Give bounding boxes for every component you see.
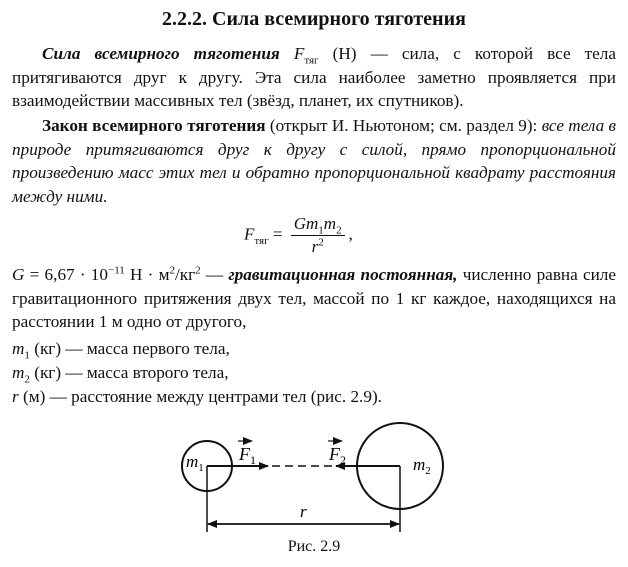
def-m1-symbol: m <box>12 339 25 358</box>
constant-dash: — <box>200 265 229 284</box>
def-m2-symbol: m <box>12 363 25 382</box>
denominator-power: 2 <box>318 236 324 249</box>
denominator-r: r <box>311 237 319 256</box>
law-reference: (открыт И. Ньютоном; см. раздел 9): <box>265 116 542 135</box>
constant-units-pow2: 2 <box>195 264 201 277</box>
numerator-m: m <box>323 214 337 233</box>
def-m1-sub: 1 <box>24 349 30 362</box>
figure-caption: Рис. 2.9 <box>287 538 341 555</box>
constant-units: Н · м <box>124 265 170 284</box>
force-subscript: тяг <box>304 54 319 67</box>
label-f2: $F_2$ <box>329 444 346 467</box>
constant-description: численно равна силе гравитационного притяжения двух тел, массой по 1 кг каждое, находящихся на расстоянии 1 м одно от другого, <box>12 265 617 331</box>
def-m2-sub: 2 <box>24 373 30 386</box>
section-title: 2.2.2. Сила всемирного тяготения <box>162 8 466 30</box>
label-r: r <box>300 502 307 521</box>
constant-exponent: −11 <box>108 264 125 277</box>
law-title: Закон всемирного тяготения <box>42 116 266 135</box>
def-r-text: (м) — расстояние между центрами тел (рис. 2.9). <box>18 387 382 406</box>
numerator-sub2: 2 <box>336 224 342 237</box>
constant-symbol: G <box>12 265 25 284</box>
force-unit: (Н) <box>332 44 357 63</box>
label-f1: $F_1$ <box>239 444 256 467</box>
numerator-gm: Gm <box>293 214 319 233</box>
formula-tail: , <box>348 224 353 244</box>
definition-text: — сила, с которой все тела притягиваются друг к другу. Эта сила наиболее заметно проявляется при взаимодействии массивных тел (звёзд, планет, их спутников). <box>12 44 617 110</box>
def-m1-text: (кг) — масса первого тела, <box>29 339 230 358</box>
force-symbol: F <box>293 44 305 63</box>
constant-term: гравитационная постоянная, <box>228 265 458 284</box>
constant-value: = 6,67 · 10 <box>24 265 108 284</box>
formula-lhs-sub: тяг <box>254 234 269 247</box>
numerator-sub1: 1 <box>318 224 324 237</box>
formula-lhs: F <box>244 224 255 244</box>
label-m1: $m_1$ <box>186 452 204 474</box>
formula-equals: = <box>272 224 283 244</box>
def-r-symbol: r <box>12 387 19 406</box>
def-m2-text: (кг) — масса второго тела, <box>29 363 229 382</box>
constant-units-pow1: 2 <box>169 264 175 277</box>
law-statement: все тела в природе притягиваются друг к другу с силой, прямо пропорциональной произведению масс этих тел и обратно пропорциональной квадрату расстояния между ними. <box>12 116 617 206</box>
term-gravity-force: Сила всемирного тяготения <box>42 44 280 63</box>
label-m2: $m_2$ <box>413 455 431 477</box>
constant-units2: /кг <box>174 265 196 284</box>
